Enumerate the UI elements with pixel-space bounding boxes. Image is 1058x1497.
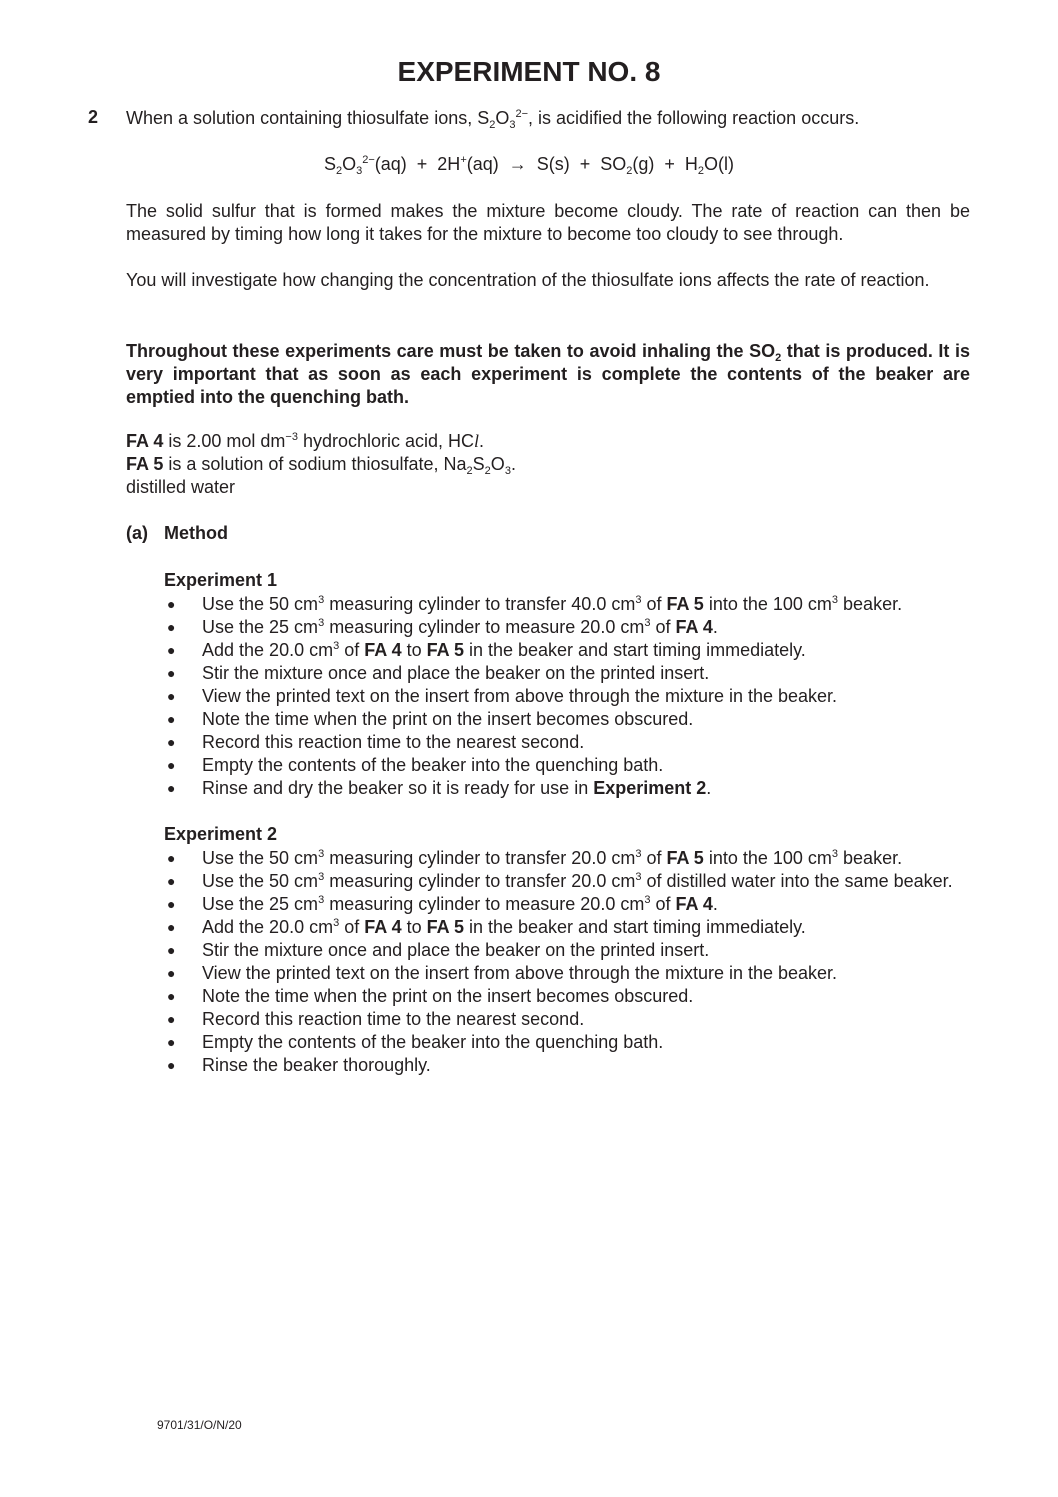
list-item: ● Record this reaction time to the nearest second. (167, 1009, 585, 1029)
material-water: distilled water (126, 477, 236, 497)
list-item: ● Use the 25 $cm^3$ measuring cylinder to measure 20.0 $cm^3$ of FA 4. (167, 894, 718, 914)
experiment-1-steps (164, 593, 970, 800)
list-item: ● Record this reaction time to the nearest second. (167, 732, 585, 752)
paragraph-sulfur: The solid sulfur that is formed makes the mixture become cloudy. The rate of reaction can then be measured by timing how long it takes for the mixture to become too cloudy to see through. (126, 201, 970, 244)
paper-code-footer: 9701/31/O/N/20 (157, 1418, 242, 1432)
list-item: ● Rinse and dry the beaker so it is ready for use in Experiment 2. (167, 778, 712, 798)
list-item: ● Use the 50 $cm^3$ measuring cylinder to transfer 20.0 $cm^3$ of distilled water into the same beaker. (167, 871, 953, 891)
bullet-icon: ● (167, 734, 176, 750)
question-number: 2 (88, 107, 99, 127)
material-fa4: FA 4 is 2.00 mol $dm^{-3}$ hydrochloric acid, HCl. (126, 431, 485, 451)
list-item: ● Rinse the beaker thoroughly. (167, 1055, 431, 1075)
bullet-icon: ● (167, 619, 176, 635)
reaction-equation: $S_2O_3^{2-}(aq) + 2H^+(aq) \to S(s) + SO_2(g) + H_2O(l)$ (323, 154, 735, 177)
list-item: ● Use the 50 $cm^3$ measuring cylinder to transfer 20.0 $cm^3$ of FA 5 into the 100 $cm^3$ beaker. (167, 848, 903, 868)
bullet-icon: ● (167, 965, 176, 981)
bullet-icon: ● (167, 896, 176, 912)
list-item: ● Note the time when the print on the insert becomes obscured. (167, 986, 694, 1006)
list-item: ● View the printed text on the insert from above through the mixture in the beaker. (167, 963, 838, 983)
materials-list (126, 430, 970, 499)
list-item: ● View the printed text on the insert from above through the mixture in the beaker. (167, 686, 838, 706)
list-item: ● Note the time when the print on the insert becomes obscured. (167, 709, 694, 729)
bullet-icon: ● (167, 919, 176, 935)
list-item: ● Empty the contents of the beaker into the quenching bath. (167, 1032, 664, 1052)
bullet-icon: ● (167, 988, 176, 1004)
experiment-2-title: Experiment 2 (164, 824, 278, 844)
bullet-icon: ● (167, 850, 176, 866)
paragraph-investigate: You will investigate how changing the concentration of the thiosulfate ions affects the rate of reaction. (126, 270, 930, 290)
list-item: ● Empty the contents of the beaker into the quenching bath. (167, 755, 664, 775)
bullet-icon: ● (167, 688, 176, 704)
bullet-icon: ● (167, 1034, 176, 1050)
material-fa5: FA 5 is a solution of sodium thiosulfate, $Na_2S_2O_3$. (126, 454, 516, 477)
bullet-icon: ● (167, 873, 176, 889)
list-item: ● Add the 20.0 $cm^3$ of FA 4 to FA 5 in the beaker and start timing immediately. (167, 640, 806, 660)
bullet-icon: ● (167, 665, 176, 681)
bullet-icon: ● (167, 1011, 176, 1027)
bullet-icon: ● (167, 1057, 176, 1073)
list-item: ● Stir the mixture once and place the beaker on the printed insert. (167, 663, 710, 683)
bullet-icon: ● (167, 596, 176, 612)
page-title: EXPERIMENT NO. 8 (397, 56, 661, 87)
list-item: ● Use the 25 $cm^3$ measuring cylinder to measure 20.0 $cm^3$ of FA 4. (167, 617, 718, 637)
bullet-icon: ● (167, 942, 176, 958)
safety-warning: Throughout these experiments care must be taken to avoid inhaling the $SO_2$ that is produced. It is very important that as soon as each experiment is complete the contents of the beaker are emptied into the quenching bath. (126, 341, 970, 407)
experiment-1-title: Experiment 1 (164, 570, 278, 590)
part-a-label: (a) (126, 523, 148, 543)
part-a-title: Method (164, 523, 228, 543)
experiment-2-steps (164, 847, 970, 1077)
bullet-icon: ● (167, 757, 176, 773)
list-item: ● Add the 20.0 $cm^3$ of FA 4 to FA 5 in the beaker and start timing immediately. (167, 917, 806, 937)
intro-sentence: When a solution containing thiosulfate ions, $S_2O_3^{2-}$, is acidified the following reaction occurs. (126, 108, 860, 131)
list-item: ● Use the 50 $cm^3$ measuring cylinder to transfer 40.0 $cm^3$ of FA 5 into the 100 $cm^3$ beaker. (167, 594, 903, 614)
bullet-icon: ● (167, 780, 176, 796)
bullet-icon: ● (167, 642, 176, 658)
bullet-icon: ● (167, 711, 176, 727)
list-item: ● Stir the mixture once and place the beaker on the printed insert. (167, 940, 710, 960)
